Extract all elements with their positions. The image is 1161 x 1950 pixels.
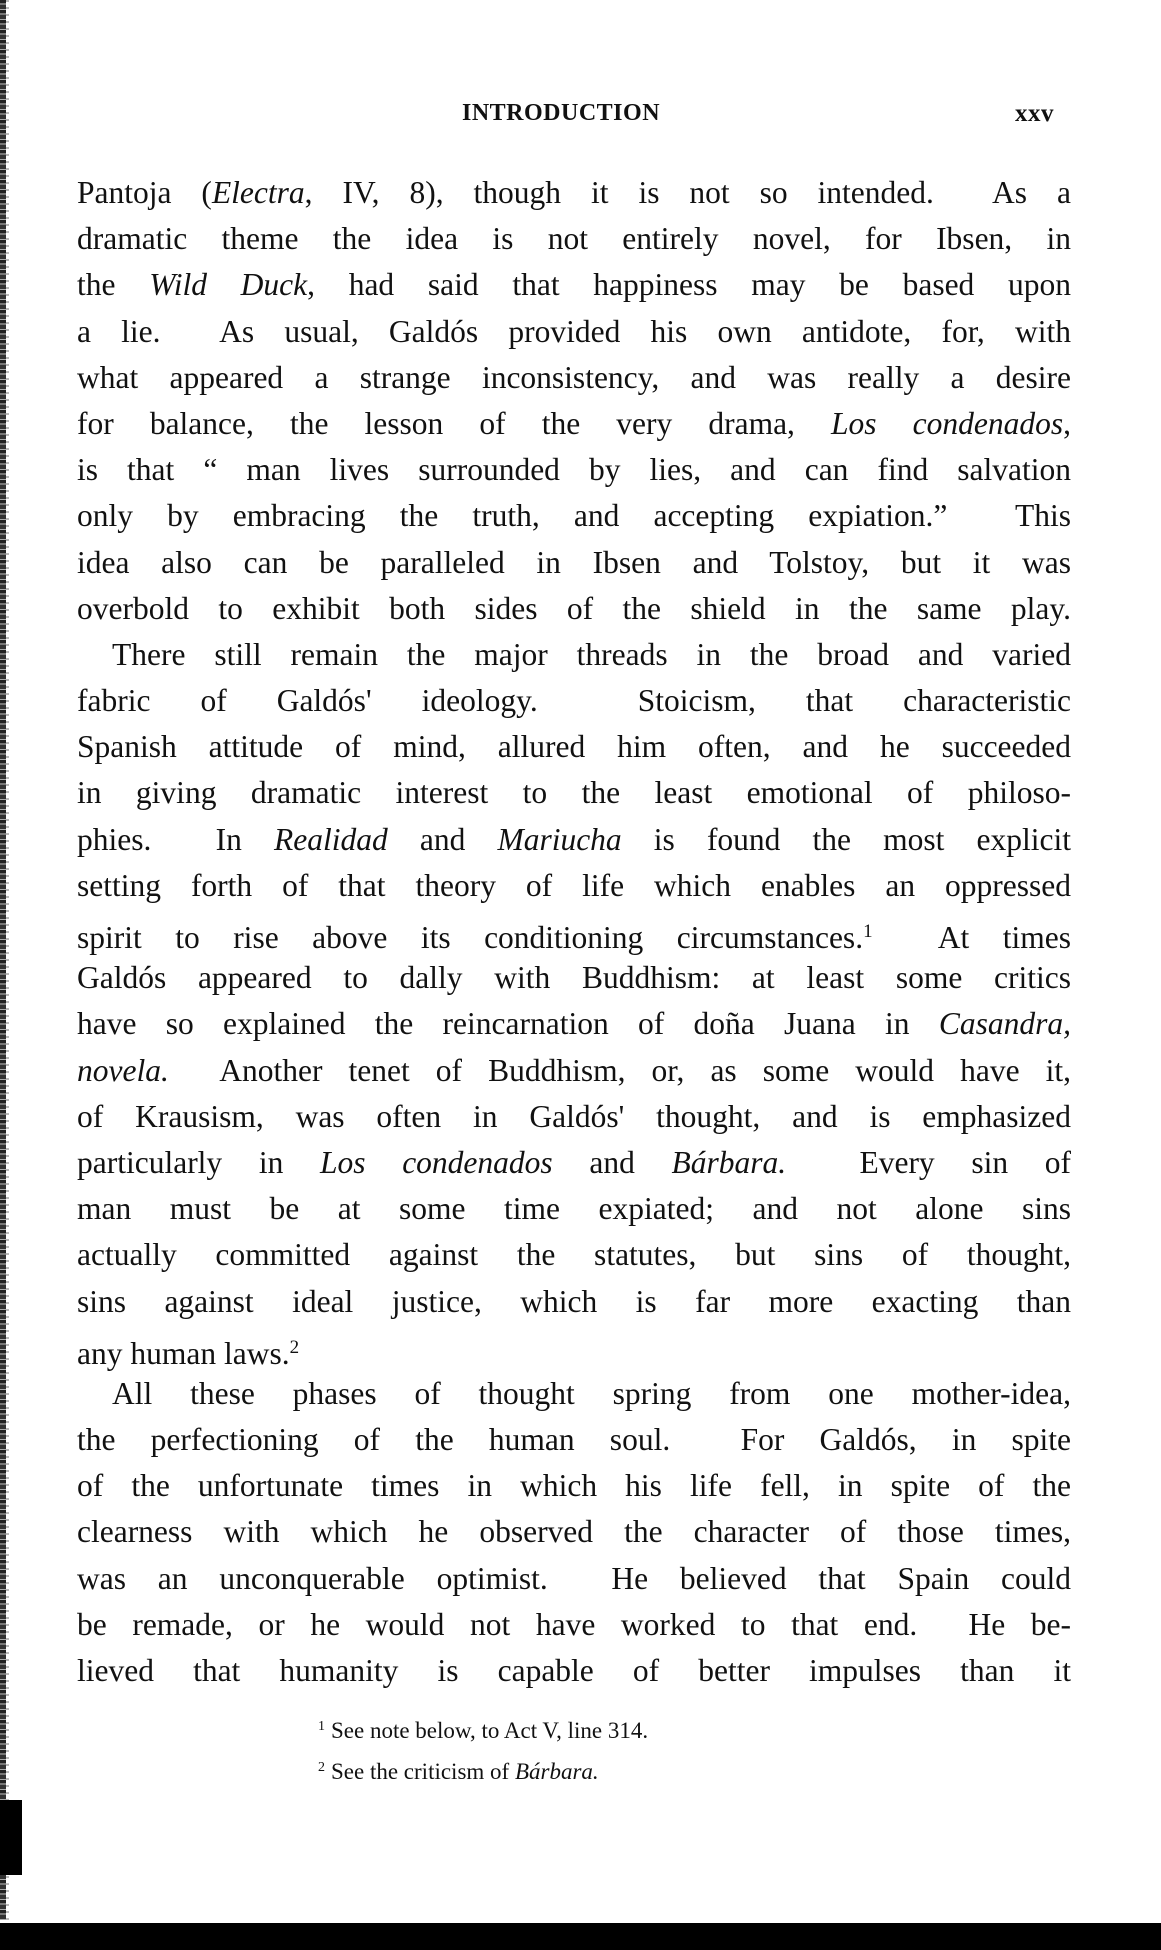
text-line bbox=[77, 632, 1071, 678]
text-line bbox=[77, 355, 1071, 401]
text-line bbox=[77, 447, 1071, 493]
text-segment: There still remain the major threads in the broad and varied bbox=[112, 636, 1071, 672]
text-segment: what appeared a strange inconsistency, and was really a desire bbox=[77, 359, 1071, 395]
text-line bbox=[77, 401, 1071, 447]
text-segment: particularly in bbox=[77, 1144, 321, 1180]
text-segment: spirit to rise above its conditioning circumstances. bbox=[77, 920, 864, 955]
text-segment: for balance, the lesson of the very drama, bbox=[77, 405, 832, 441]
footnote-text: See note below, to Act V, line 314. bbox=[331, 1718, 649, 1743]
scan-edge-shadow bbox=[6, 0, 9, 1920]
scan-bottom-border bbox=[0, 1923, 1161, 1950]
italic-text: Wild Duck bbox=[149, 267, 308, 303]
text-line bbox=[77, 678, 1071, 724]
footnote-1 bbox=[318, 1708, 648, 1749]
italic-text: Realidad bbox=[273, 821, 388, 857]
text-segment: Another tenet of Buddhism, or, as some would have it, bbox=[168, 1052, 1071, 1088]
page-number: xxv bbox=[1015, 100, 1054, 127]
text-segment: of the unfortunate times in which his life fell, in spite of the bbox=[77, 1468, 1071, 1504]
text-segment: phies. In bbox=[77, 821, 274, 857]
text-line bbox=[77, 1048, 1071, 1094]
body-text bbox=[77, 170, 1071, 1694]
footnote-2 bbox=[318, 1749, 648, 1790]
text-line bbox=[77, 1279, 1071, 1325]
text-line bbox=[77, 262, 1071, 308]
text-segment: sins against ideal justice, which is far more exacting than bbox=[77, 1283, 1071, 1319]
text-segment: of Krausism, was often in Galdós' thought, and is emphasized bbox=[77, 1098, 1071, 1134]
scan-artifact bbox=[0, 1800, 22, 1875]
text-segment: At times bbox=[872, 920, 1071, 955]
text-segment: is that “ man lives surrounded by lies, and can find salvation bbox=[77, 452, 1071, 488]
text-line bbox=[77, 1509, 1071, 1555]
text-segment: Every sin of bbox=[786, 1144, 1072, 1180]
text-segment: setting forth of that theory of life which enables an oppressed bbox=[77, 867, 1071, 903]
text-segment: and bbox=[552, 1144, 672, 1180]
text-line bbox=[77, 724, 1071, 770]
text-line bbox=[77, 770, 1071, 816]
text-line bbox=[77, 955, 1071, 1001]
italic-text: Casandra, bbox=[938, 1006, 1071, 1042]
text-segment: fabric of Galdós' ideology. Stoicism, that characteristic bbox=[77, 683, 1071, 719]
italic-text: Los condenados bbox=[320, 1144, 553, 1180]
text-segment: a lie. As usual, Galdós provided his own antidote, for, with bbox=[77, 313, 1071, 349]
text-line bbox=[77, 817, 1071, 863]
text-segment: idea also can be paralleled in Ibsen and Tolstoy, but it was bbox=[77, 544, 1071, 580]
text-segment: Galdós appeared to dally with Buddhism: at least some critics bbox=[77, 960, 1071, 996]
text-line bbox=[77, 1186, 1071, 1232]
text-line bbox=[77, 1094, 1071, 1140]
text-segment: , IV, 8), though it is not so intended. As a bbox=[304, 175, 1071, 210]
italic-text: Los condenados bbox=[831, 405, 1064, 441]
text-line bbox=[77, 1648, 1071, 1694]
text-segment: the perfectioning of the human soul. For Galdós, in spite bbox=[77, 1422, 1071, 1458]
text-segment: be remade, or he would not have worked to that end. He be- bbox=[77, 1606, 1071, 1642]
text-segment: Pantoja ( bbox=[77, 175, 212, 210]
text-segment: clearness with which he observed the character of those times, bbox=[77, 1514, 1071, 1550]
italic-text: Bárbara. bbox=[671, 1144, 787, 1180]
text-segment: lieved that humanity is capable of better impulses than it bbox=[77, 1653, 1071, 1688]
text-segment: and bbox=[387, 821, 498, 857]
text-segment: only by embracing the truth, and accepting expiation.” This bbox=[77, 498, 1071, 534]
text-line bbox=[77, 863, 1071, 909]
text-line bbox=[77, 1463, 1071, 1509]
footnote-mark: 1 bbox=[318, 1719, 325, 1734]
running-title: INTRODUCTION bbox=[462, 100, 661, 126]
text-segment: , had said that happiness may be based upon bbox=[307, 267, 1072, 303]
text-segment: was an unconquerable optimist. He believed that Spain could bbox=[77, 1560, 1071, 1596]
text-line bbox=[77, 1001, 1071, 1047]
text-line bbox=[77, 493, 1071, 539]
footnotes bbox=[318, 1708, 648, 1790]
text-line bbox=[77, 1232, 1071, 1278]
text-line bbox=[77, 1602, 1071, 1648]
italic-text: Mariucha bbox=[497, 821, 622, 857]
text-line bbox=[77, 309, 1071, 355]
text-segment: man must be at some time expiated; and not alone sins bbox=[77, 1191, 1071, 1227]
italic-text: Electra bbox=[211, 175, 305, 210]
text-segment: any human laws. bbox=[77, 1335, 290, 1371]
text-line bbox=[77, 909, 1071, 955]
footnote-reference: 2 bbox=[289, 1336, 300, 1358]
text-line bbox=[77, 1371, 1071, 1417]
text-line bbox=[77, 540, 1071, 586]
footnote-reference: 1 bbox=[863, 921, 873, 942]
footnote-italic: Bárbara. bbox=[514, 1759, 599, 1784]
text-line bbox=[77, 1140, 1071, 1186]
text-segment: actually committed against the statutes, but sins of thought, bbox=[77, 1237, 1071, 1273]
text-line bbox=[77, 1325, 1071, 1371]
text-segment: is found the most explicit bbox=[621, 821, 1072, 857]
text-segment: dramatic theme the idea is not entirely novel, for Ibsen, in bbox=[77, 221, 1071, 257]
text-line bbox=[77, 170, 1071, 216]
text-line bbox=[77, 216, 1071, 262]
text-segment: in giving dramatic interest to the least emotional of philoso- bbox=[77, 775, 1071, 811]
text-line bbox=[77, 1556, 1071, 1602]
text-segment: Spanish attitude of mind, allured him often, and he succeeded bbox=[77, 729, 1071, 765]
text-segment: overbold to exhibit both sides of the shield in the same play. bbox=[77, 590, 1071, 626]
italic-text: novela. bbox=[77, 1052, 169, 1088]
footnote-mark: 2 bbox=[318, 1760, 325, 1775]
text-segment: All these phases of thought spring from one mother-idea, bbox=[112, 1375, 1071, 1411]
text-line bbox=[77, 1417, 1071, 1463]
text-segment: the bbox=[77, 267, 150, 303]
text-segment: have so explained the reincarnation of doña Juana in bbox=[77, 1006, 939, 1042]
text-segment: , bbox=[1063, 405, 1071, 441]
text-line bbox=[77, 586, 1071, 632]
footnote-text: See the criticism of bbox=[331, 1759, 515, 1784]
